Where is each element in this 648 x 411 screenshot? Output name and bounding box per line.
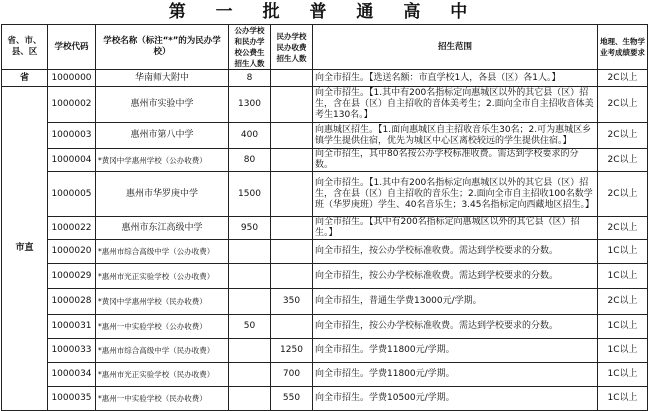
header-public-quota: 公办学校和民办学校公费生招生人数: [229, 25, 271, 70]
table-row: [2, 387, 648, 411]
header-region: 省、市、县、区: [2, 25, 48, 70]
admission-scope: 向全市招生，按公办学校标准收费。需达到学校要求的分数。: [313, 315, 598, 339]
public-quota: 1300: [229, 87, 271, 123]
score-requirement: 2C以上: [598, 172, 648, 217]
school-name: 惠州市第八中学: [96, 123, 229, 149]
table-row: [2, 149, 648, 172]
public-quota: [229, 264, 271, 289]
public-quota: 950: [229, 217, 271, 240]
score-requirement: 2C以上: [598, 217, 648, 240]
public-quota: [229, 339, 271, 363]
admission-scope: 向全市招生。学费10500元/学期。: [313, 387, 598, 411]
table-row: [2, 240, 648, 264]
school-code: 1000000: [48, 70, 96, 87]
score-requirement: 1C以上: [598, 363, 648, 387]
private-quota: [271, 217, 313, 240]
school-code: 1000035: [48, 387, 96, 411]
table-row: [2, 339, 648, 363]
score-requirement: 1C以上: [598, 315, 648, 339]
table-row: [2, 264, 648, 289]
score-requirement: 2C以上: [598, 149, 648, 172]
score-requirement: 2C以上: [598, 289, 648, 315]
public-quota: 400: [229, 123, 271, 149]
table-row: [2, 289, 648, 315]
score-requirement: 2C以上: [598, 123, 648, 149]
public-quota: [229, 240, 271, 264]
school-code: 1000005: [48, 172, 96, 217]
admission-scope: 向全市招生，其中80名按公办学校标准收费。需达到学校要求的分数。: [313, 149, 598, 172]
header-row: [2, 25, 648, 70]
admission-scope: 向全市招生，普通生学费13000元/学期。: [313, 289, 598, 315]
admission-scope: 向全市招生。学费11800元/学期。: [313, 363, 598, 387]
school-code: 1000002: [48, 87, 96, 123]
private-quota: [271, 87, 313, 123]
private-quota: [271, 70, 313, 87]
score-requirement: 1C以上: [598, 387, 648, 411]
private-quota: 1250: [271, 339, 313, 363]
school-name: 惠州市实验中学: [96, 87, 229, 123]
private-quota: [271, 240, 313, 264]
table-row: [2, 87, 648, 123]
school-name: *惠州一中实验学校（公办收费）: [96, 315, 229, 339]
table-row: [2, 315, 648, 339]
private-quota: 700: [271, 363, 313, 387]
score-requirement: 1C以上: [598, 264, 648, 289]
table-row: [2, 217, 648, 240]
private-quota: 350: [271, 289, 313, 315]
private-quota: [271, 315, 313, 339]
school-name: *惠州市综合高级中学（公办收费）: [96, 240, 229, 264]
school-code: 1000034: [48, 363, 96, 387]
school-name: 惠州市华罗庚中学: [96, 172, 229, 217]
school-name: *惠州一中实验学校（民办收费）: [96, 387, 229, 411]
public-quota: [229, 289, 271, 315]
admission-scope: 向全市招生。【1.其中有200名指标定向惠城区以外的其它县（区）招生，含在县（区）自主招收的音体美考生；2.面向全市自主招收音体美考生130名。】: [313, 87, 598, 123]
header-name: 学校名称（标注“*”的为民办学校）: [96, 25, 229, 70]
private-quota: [271, 123, 313, 149]
public-quota: 80: [229, 149, 271, 172]
private-quota: [271, 172, 313, 217]
admission-scope: 向惠城区招生。【1.面向惠城区自主招收音乐生30名；2.可为惠城区乡镇学生提供住宿，优先为城区中心区离校较远的学生提供住宿。】: [313, 123, 598, 149]
admissions-table: [1, 24, 648, 411]
school-name: *黄冈中学惠州学校（公办收费）: [96, 149, 229, 172]
school-code: 1000003: [48, 123, 96, 149]
school-name: *黄冈中学惠州学校（民办收费）: [96, 289, 229, 315]
school-code: 1000028: [48, 289, 96, 315]
region-province: 省: [2, 70, 48, 87]
school-name: 华南师大附中: [96, 70, 229, 87]
score-requirement: 1C以上: [598, 240, 648, 264]
school-code: 1000004: [48, 149, 96, 172]
public-quota: [229, 363, 271, 387]
school-name: 惠州市东江高级中学: [96, 217, 229, 240]
public-quota: 8: [229, 70, 271, 87]
public-quota: [229, 387, 271, 411]
header-code: 学校代码: [48, 25, 96, 70]
score-requirement: 2C以上: [598, 87, 648, 123]
admission-scope: 向全市招生，按公办学校标准收费。需达到学校要求的分数。: [313, 240, 598, 264]
school-name: *惠州市光正实验学校（公办收费）: [96, 264, 229, 289]
header-requirement: 地理、生物学业考成绩要求: [598, 25, 648, 70]
school-code: 1000020: [48, 240, 96, 264]
admission-scope: 向全市招生。【选送名额：市直学校1人，各县（区）各1人。】: [313, 70, 598, 87]
score-requirement: 2C以上: [598, 70, 648, 87]
school-code: 1000029: [48, 264, 96, 289]
admission-scope: 向全市招生。【1.其中有200名指标定向惠城区以外的其它县（区）招生，含在县（区）自主招收的音乐生；2.面向全市自主招收100名数学班（华罗庚班）学生、40名音乐生；3.45名指标定向西藏地区招生。】: [313, 172, 598, 217]
school-name: *惠州市光正实验学校（民办收费）: [96, 363, 229, 387]
public-quota: 50: [229, 315, 271, 339]
public-quota: 1500: [229, 172, 271, 217]
header-scope: 招生范围: [313, 25, 598, 70]
private-quota: [271, 264, 313, 289]
table-row: [2, 70, 648, 87]
school-code: 1000022: [48, 217, 96, 240]
school-name: *惠州市综合高级中学（民办收费）: [96, 339, 229, 363]
page-title: 第 一 批 普 通 高 中: [168, 2, 480, 22]
school-code: 1000033: [48, 339, 96, 363]
admission-scope: 向全市招生。【其中有200名指标定向惠城区以外的其它县（区）招生。】: [313, 217, 598, 240]
region-city: 市直: [2, 87, 48, 411]
table-row: [2, 172, 648, 217]
school-code: 1000031: [48, 315, 96, 339]
private-quota: [271, 149, 313, 172]
private-quota: 550: [271, 387, 313, 411]
table-row: [2, 363, 648, 387]
admission-scope: 向全市招生，按公办学校标准收费。需达到学校要求的分数。: [313, 264, 598, 289]
admission-scope: 向全市招生。学费11800元/学期。: [313, 339, 598, 363]
table-row: [2, 123, 648, 149]
header-private-quota: 民办学校民办收费招生人数: [271, 25, 313, 70]
score-requirement: 1C以上: [598, 339, 648, 363]
